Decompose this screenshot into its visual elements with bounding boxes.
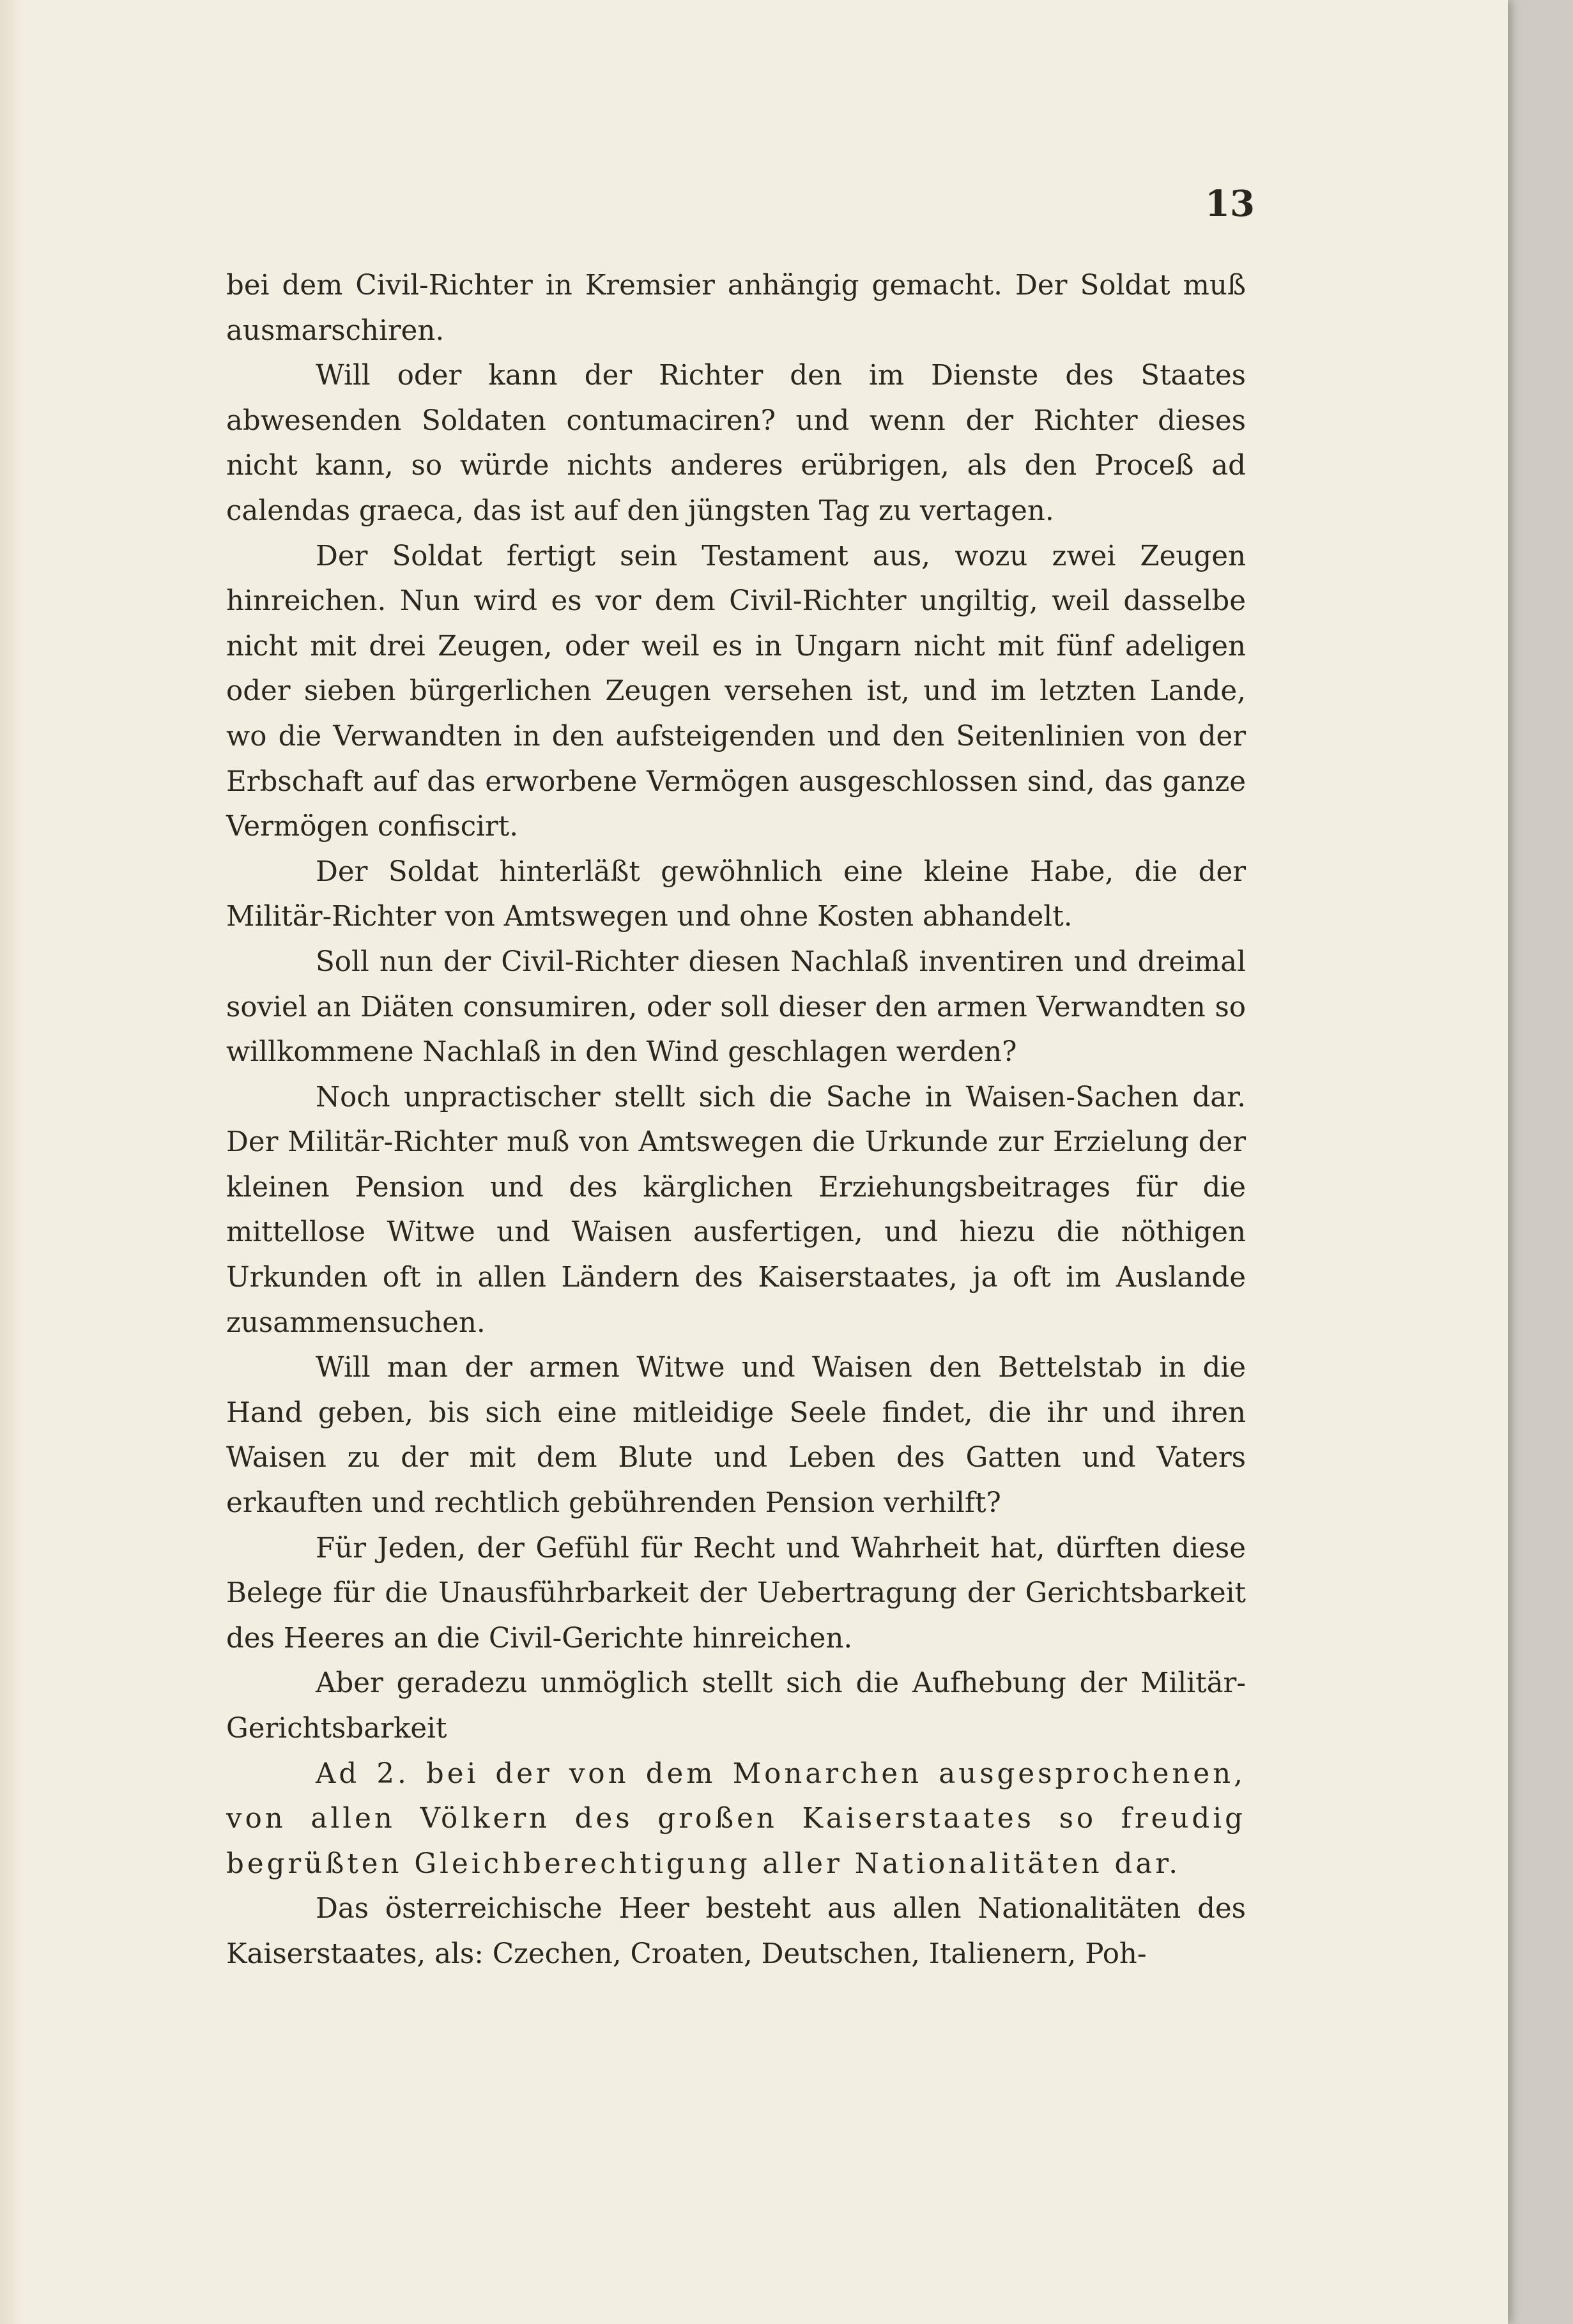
paragraph-2: Will oder kann der Richter den im Dienste des Staates abwesenden Soldaten contumaciren? und wenn der Richter dieses nicht kann, so würde nichts anderes erübrigen, als den Proceß ad calendas graeca, das ist auf den jüngsten Tag zu vertagen. bbox=[226, 360, 1246, 527]
paragraph-5: Soll nun der Civil-Richter diesen Nachlaß inventiren und dreimal soviel an Diäten consumiren, oder soll dieser den armen Verwandten so willkommene Nachlaß in den Wind geschlagen werden? bbox=[226, 945, 1246, 1069]
paragraph-6: Noch unpractischer stellt sich die Sache in Waisen-Sachen dar. Der Militär-Richter muß von Amtswegen die Urkunde zur Erzielung der kleinen Pension und des kärglichen Erziehungsbeitrages für die mittellose Witwe und Waisen ausfertigen, und hiezu die nöthigen Urkunden oft in allen Ländern des Kaiserstaates, ja oft im Auslande zusammensuchen. bbox=[226, 1081, 1246, 1339]
paragraph-4: Der Soldat hinterläßt gewöhnlich eine kleine Habe, die der Militär-Richter von Amtswegen und ohne Kosten abhandelt. bbox=[226, 855, 1246, 933]
paragraph-10-spaced: Ad 2. bei der von dem Monarchen ausgesprochenen, von allen Völkern des großen Kaiserstaates so freudig begrüßten Gleichberechtigung aller Nationalitäten dar. bbox=[226, 1757, 1246, 1880]
page-gutter-shadow bbox=[0, 0, 24, 2324]
paragraph-1: bei dem Civil-Richter in Kremsier anhängig gemacht. Der Soldat muß ausmarschiren. bbox=[226, 270, 1246, 347]
paragraph-3: Der Soldat fertigt sein Testament aus, wozu zwei Zeugen hinreichen. Nun wird es vor dem Civil-Richter ungiltig, weil dasselbe nicht mit drei Zeugen, oder weil es in Ungarn nicht mit fünf adeligen oder sieben bürgerlichen Zeugen versehen ist, und im letzten Lande, wo die Verwandten in den aufsteigenden und den Seitenlinien von der Erbschaft auf das erworbene Vermögen ausgeschlossen sind, das ganze Vermögen confiscirt. bbox=[226, 540, 1246, 843]
paragraph-7: Will man der armen Witwe und Waisen den Bettelstab in die Hand geben, bis sich eine mitleidige Seele findet, die ihr und ihren Waisen zu der mit dem Blute und Leben des Gatten und Vaters erkauften und rechtlich gebührenden Pension verhilft? bbox=[226, 1352, 1246, 1520]
paragraph-9: Aber geradezu unmöglich stellt sich die Aufhebung der Militär-Gerichtsbarkeit bbox=[226, 1667, 1246, 1745]
paragraph-11: Das österreichische Heer besteht aus allen Nationalitäten des Kaiserstaates, als: Czechen, Croaten, Deutschen, Italienern, Poh- bbox=[226, 1893, 1246, 1970]
page-number: 13 bbox=[1205, 183, 1255, 225]
body-text bbox=[226, 263, 1246, 1977]
paragraph-8: Für Jeden, der Gefühl für Recht und Wahrheit hat, dürften diese Belege für die Unausführbarkeit der Uebertragung der Gerichtsbarkeit des Heeres an die Civil-Gerichte hinreichen. bbox=[226, 1532, 1246, 1655]
